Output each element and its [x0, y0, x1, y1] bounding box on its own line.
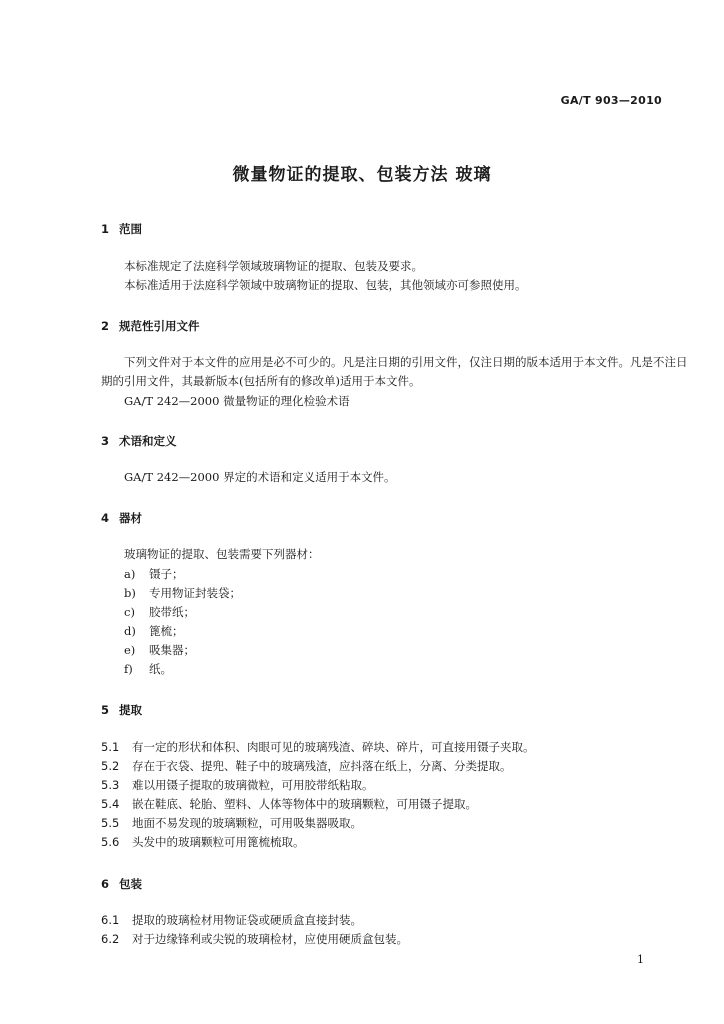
section-5-heading: 5 提取 — [101, 703, 142, 717]
clause: 5.4 嵌在鞋底、轮胎、塑料、人体等物体中的玻璃颗粒，可用镊子提取。 — [101, 797, 477, 811]
clause: 5.1 有一定的形状和体积、肉眼可见的玻璃残渣、碎块、碎片，可直接用镊子夹取。 — [101, 740, 535, 754]
list-item: b) 专用物证封装袋； — [124, 586, 241, 600]
section-2-heading: 2 规范性引用文件 — [101, 319, 200, 333]
list-item: d) 篦梳； — [124, 624, 184, 638]
list-item: c) 胶带纸； — [124, 605, 195, 619]
section-3-heading: 3 术语和定义 — [101, 434, 177, 448]
clause: 5.5 地面不易发现的玻璃颗粒，可用吸集器吸取。 — [101, 816, 362, 830]
paragraph: 玻璃物证的提取、包装需要下列器材： — [124, 547, 320, 561]
document-title: 微量物证的提取、包装方法 玻璃 — [232, 165, 492, 185]
section-1-heading: 1 范围 — [101, 222, 142, 236]
clause: 6.1 提取的玻璃检材用物证袋或硬质盒直接封装。 — [101, 913, 362, 927]
paragraph: 本标准适用于法庭科学领域中玻璃物证的提取、包装，其他领域亦可参照使用。 — [124, 278, 527, 292]
paragraph: 本标准规定了法庭科学领域玻璃物证的提取、包装及要求。 — [124, 259, 423, 273]
list-item: a) 镊子； — [124, 567, 184, 581]
list-item: e) 吸集器； — [124, 643, 195, 657]
section-6-heading: 6 包装 — [101, 877, 142, 891]
clause: 5.3 难以用镊子提取的玻璃微粒，可用胶带纸粘取。 — [101, 778, 374, 792]
section-4-heading: 4 器材 — [101, 511, 142, 525]
clause: 6.2 对于边缘锋利或尖锐的玻璃检材，应使用硬质盒包装。 — [101, 932, 408, 946]
normative-reference: GA/T 242—2000 微量物证的理化检验术语 — [124, 394, 350, 408]
clause: 5.2 存在于衣袋、提兜、鞋子中的玻璃残渣，应抖落在纸上，分离、分类提取。 — [101, 759, 512, 773]
paragraph: 下列文件对于本文件的应用是必不可少的。凡是注日期的引用文件，仅注日期的版本适用于本文件。凡是不注日期的引用文件，其最新版本(包括所有的修改单)适用于本文件。 — [101, 355, 688, 388]
standard-code: GA/T 903—2010 — [560, 94, 662, 107]
paragraph: GA/T 242—2000 界定的术语和定义适用于本文件。 — [124, 470, 396, 484]
list-item: f) 纸。 — [124, 662, 172, 676]
page-number: 1 — [637, 953, 644, 966]
clause: 5.6 头发中的玻璃颗粒可用篦梳梳取。 — [101, 835, 305, 849]
